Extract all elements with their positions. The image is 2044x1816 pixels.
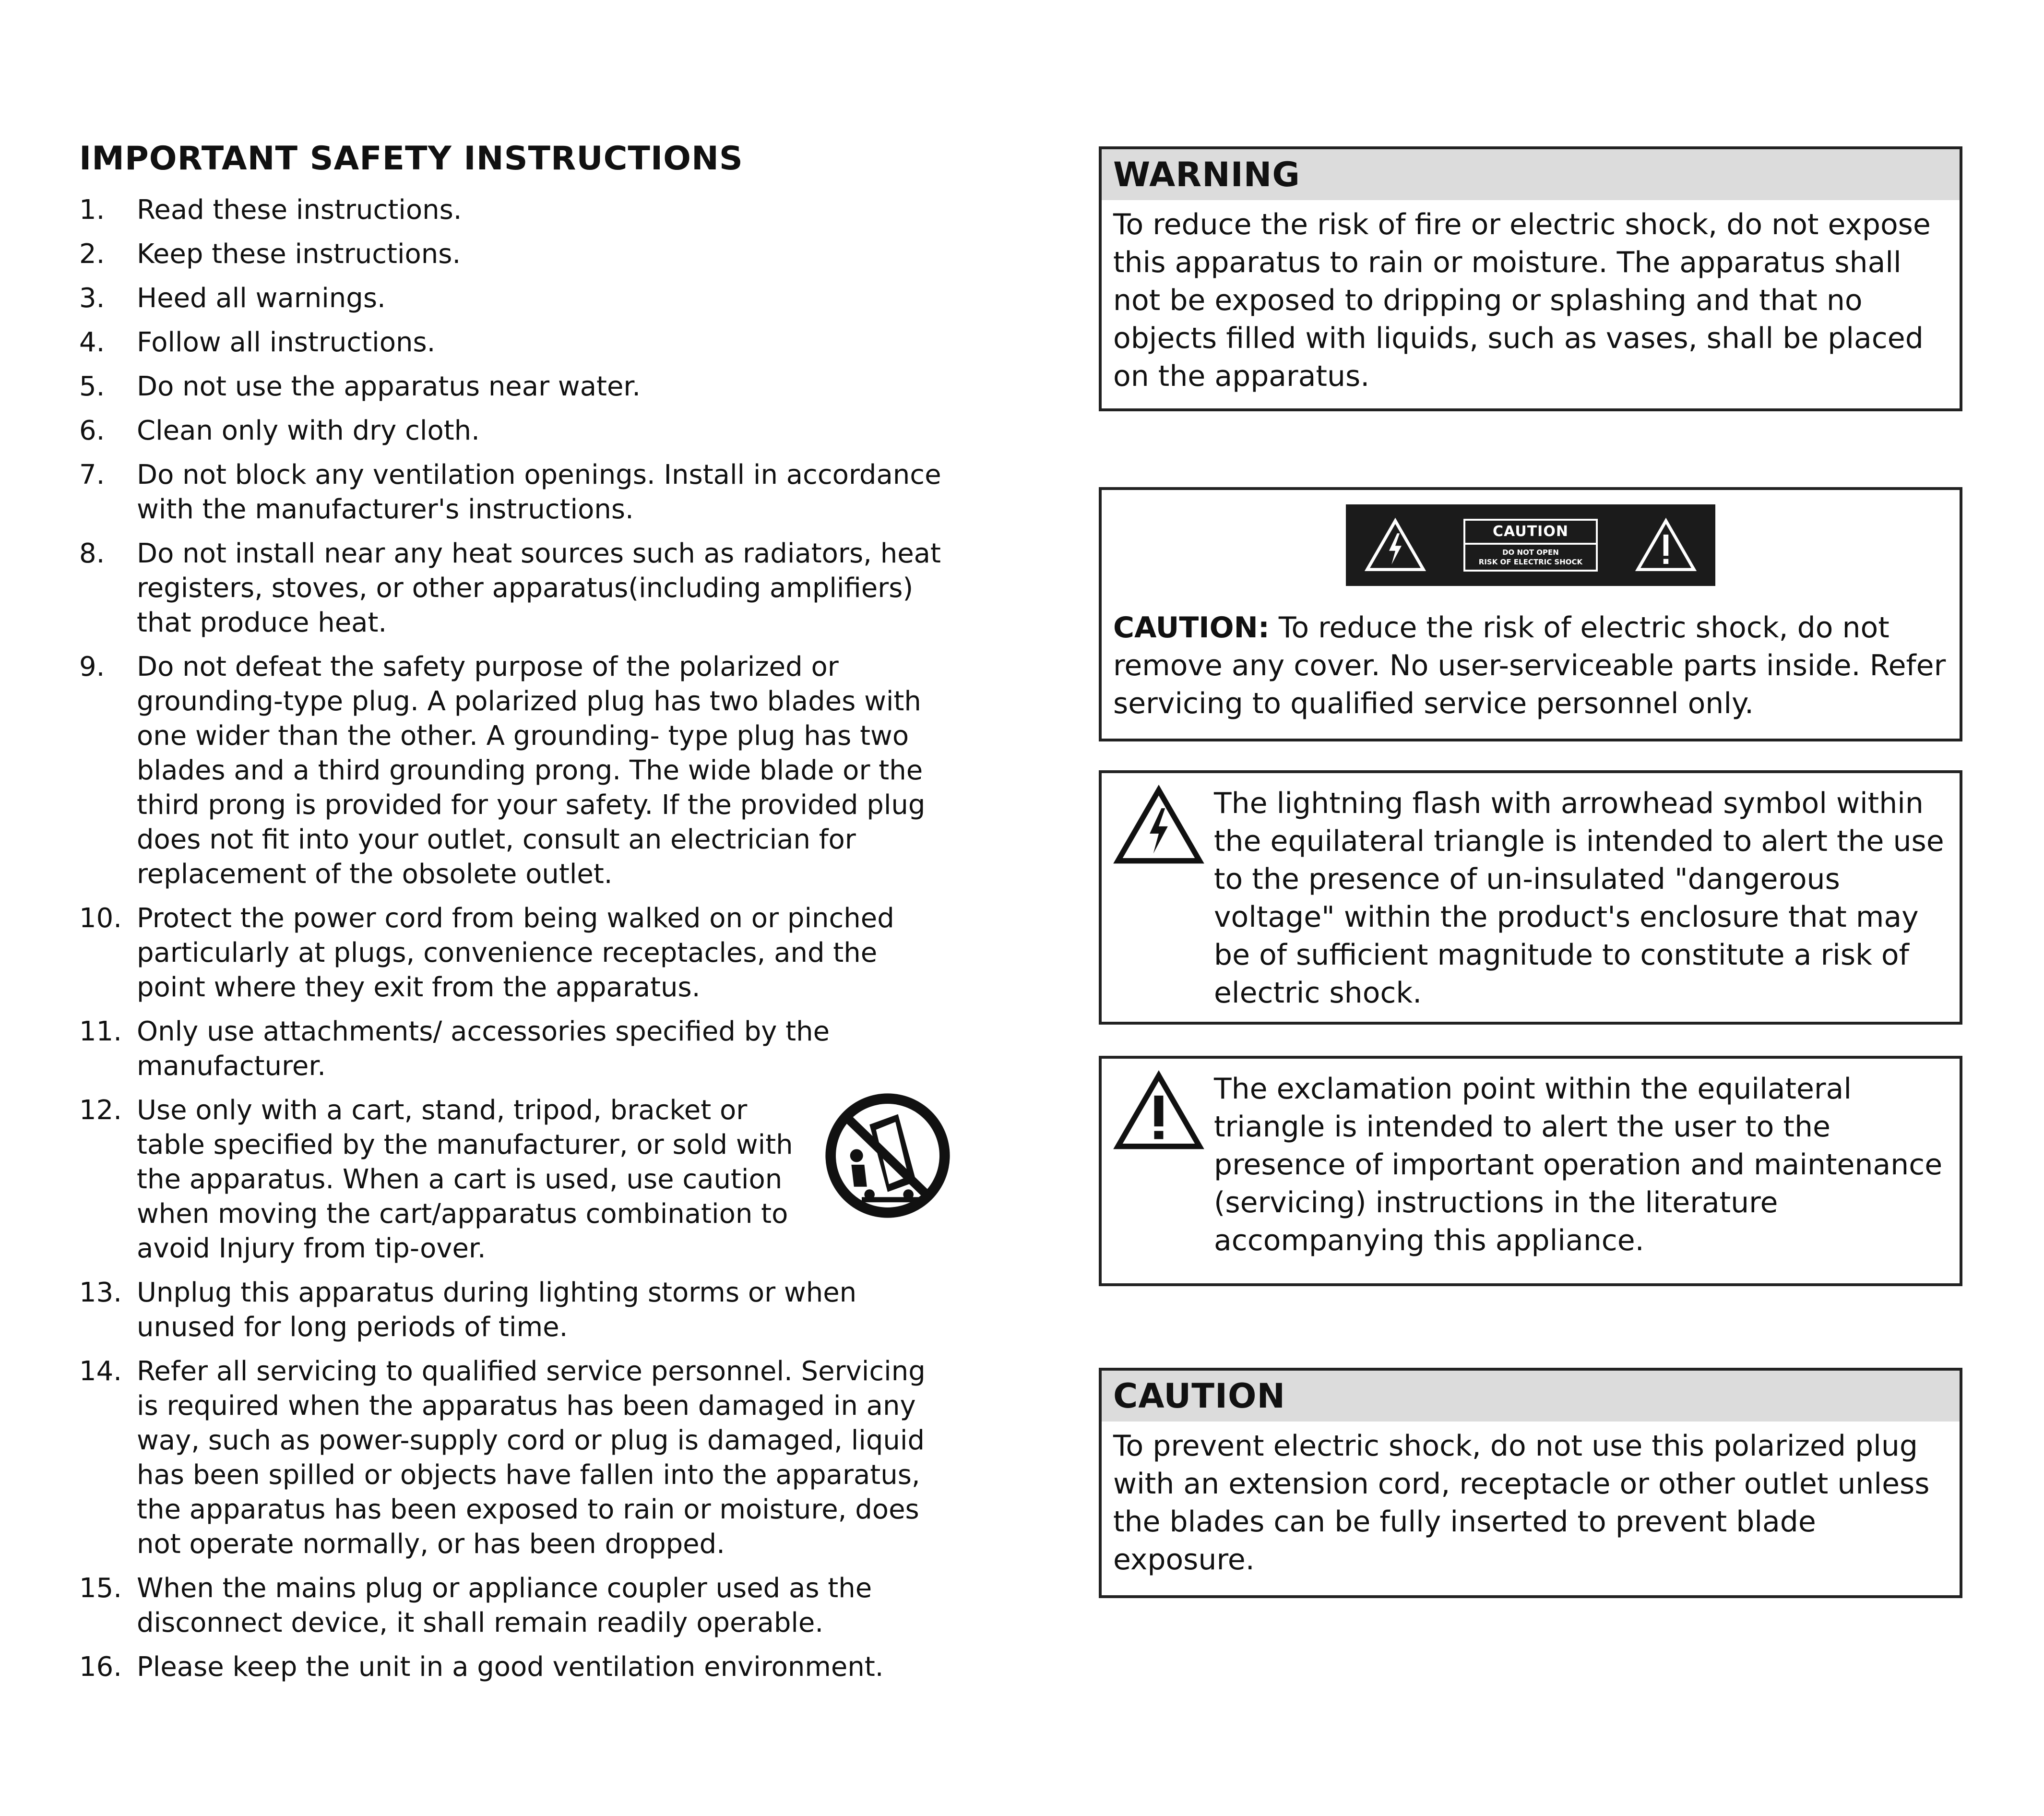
caution-label-center (1463, 519, 1598, 572)
lightning-triangle-icon (1364, 516, 1426, 574)
caution-label-sub (1465, 545, 1596, 567)
caution-box (1099, 1368, 1962, 1598)
lightning-box (1099, 770, 1962, 1025)
item-number: 14. (79, 1355, 122, 1387)
item-text: Do not install near any heat sources such as radiators, heat registers, stoves, or other apparatus(including amplifiers) that produce heat. (137, 538, 941, 638)
item-text-cart (137, 1093, 952, 1266)
item-number: 7. (79, 459, 105, 490)
item-number: 9. (79, 651, 105, 682)
item-number: 5. (79, 370, 105, 402)
caution-label-wrap (1102, 490, 1960, 586)
instruction-item (79, 650, 952, 892)
item-text: Follow all instructions. (137, 326, 436, 358)
warning-text: To reduce the risk of fire or electric shock, do not expose this apparatus to rain or moisture. The apparatus shall not be exposed to dripping or splashing and that no objects filled with liquids, such as vases, shall be placed on the apparatus. (1113, 208, 1931, 393)
caution-label-line1: DO NOT OPEN (1502, 548, 1559, 557)
instruction-item (79, 537, 952, 640)
item-number: 12. (79, 1094, 122, 1126)
instruction-item (79, 237, 952, 272)
safety-instructions (79, 139, 952, 1694)
warning-heading: WARNING (1102, 149, 1960, 200)
item-number: 6. (79, 415, 105, 446)
instruction-item (79, 1015, 952, 1084)
item-text: Heed all warnings. (137, 282, 386, 314)
item-text: Please keep the unit in a good ventilation environment. (137, 1651, 884, 1683)
instruction-item (79, 1093, 952, 1266)
caution-label-line2: RISK OF ELECTRIC SHOCK (1478, 558, 1583, 566)
item-text: Use only with a cart, stand, tripod, bracket or table specified by the manufacturer, or sold with the apparatus. When a cart is used, use caution when moving the cart/apparatus combination to avoid Injury from tip-over. (137, 1094, 793, 1264)
item-number: 1. (79, 194, 105, 226)
cart-tip-over-icon (823, 1091, 952, 1220)
caution-label-box (1099, 487, 1962, 741)
item-text: Read these instructions. (137, 194, 462, 226)
instruction-item (79, 370, 952, 404)
warning-box (1099, 146, 1962, 411)
instruction-item (79, 1276, 952, 1345)
instruction-item (79, 1650, 952, 1685)
exclamation-triangle-icon (1635, 516, 1697, 574)
exclamation-row (1102, 1059, 1960, 1260)
item-text: Keep these instructions. (137, 238, 461, 270)
item-text: Refer all servicing to qualified service personnel. Servicing is required when the apparatus has been damaged in any way, such as power-supply cord or plug is damaged, liquid has been spilled or objects have fallen into the apparatus, the apparatus has been exposed to rain or moisture, does not operate normally, or has been dropped. (137, 1355, 926, 1560)
item-number: 2. (79, 238, 105, 270)
item-number: 3. (79, 282, 105, 314)
caution-label (1346, 504, 1715, 586)
instruction-item (79, 193, 952, 227)
lightning-triangle-icon (1113, 785, 1204, 866)
instruction-item (79, 414, 952, 448)
item-number: 15. (79, 1572, 122, 1604)
instruction-item (79, 1571, 952, 1640)
item-text: Clean only with dry cloth. (137, 415, 480, 446)
exclamation-box (1099, 1056, 1962, 1286)
item-text: Do not block any ventilation openings. Install in accordance with the manufacturer's instructions. (137, 459, 941, 525)
item-number: 13. (79, 1277, 122, 1308)
instruction-item (79, 1354, 952, 1562)
item-text: Unplug this apparatus during lighting storms or when unused for long periods of time. (137, 1277, 857, 1343)
caution-body: To reduce the risk of electric shock, do not remove any cover. No user-serviceable parts inside. Refer servicing to qualified service personnel only. (1113, 611, 1946, 720)
item-number: 10. (79, 902, 122, 934)
caution-lead: CAUTION: (1113, 611, 1270, 645)
instruction-item (79, 281, 952, 316)
item-text: Do not use the apparatus near water. (137, 370, 641, 402)
safety-title: IMPORTANT SAFETY INSTRUCTIONS (79, 140, 743, 178)
instruction-item (79, 325, 952, 360)
item-number: 16. (79, 1651, 122, 1683)
exclamation-text: The exclamation point within the equilateral triangle is intended to alert the user to the presence of important operation and maintenance (servicing) instructions in the literature accompanying this appliance. (1214, 1072, 1943, 1257)
caution-label-title: CAUTION (1465, 521, 1596, 545)
item-text: When the mains plug or appliance coupler used as the disconnect device, it shall remain readily operable. (137, 1572, 872, 1638)
item-text: Only use attachments/ accessories specified by the manufacturer. (137, 1016, 830, 1082)
instruction-item (79, 458, 952, 527)
item-number: 8. (79, 538, 105, 569)
caution-label-text (1102, 586, 1960, 731)
instruction-item (79, 901, 952, 1005)
lightning-text: The lightning flash with arrowhead symbol within the equilateral triangle is intended to alert the use to the presence of un-insulated "dangerous voltage" within the product's enclosure that may be of sufficient magnitude to constitute a risk of electric shock. (1214, 787, 1944, 1010)
lightning-row (1102, 773, 1960, 1012)
exclamation-triangle-icon (1113, 1070, 1204, 1152)
caution-heading: CAUTION (1102, 1371, 1960, 1422)
item-text: Do not defeat the safety purpose of the polarized or grounding-type plug. A polarized plug has two blades with one wider than the other. A grounding- type plug has two blades and a third grounding prong. The wide blade or the third prong is provided for your safety. If the provided plug does not fit into your outlet, consult an electrician for replacement of the obsolete outlet. (137, 651, 926, 890)
item-text: Protect the power cord from being walked on or pinched particularly at plugs, convenience receptacles, and the point where they exit from the apparatus. (137, 902, 894, 1003)
item-number: 4. (79, 326, 105, 358)
instruction-list (79, 193, 952, 1685)
item-number: 11. (79, 1016, 122, 1047)
caution-text: To prevent electric shock, do not use this polarized plug with an extension cord, receptacle or other outlet unless the blades can be fully inserted to prevent blade exposure. (1113, 1429, 1930, 1577)
